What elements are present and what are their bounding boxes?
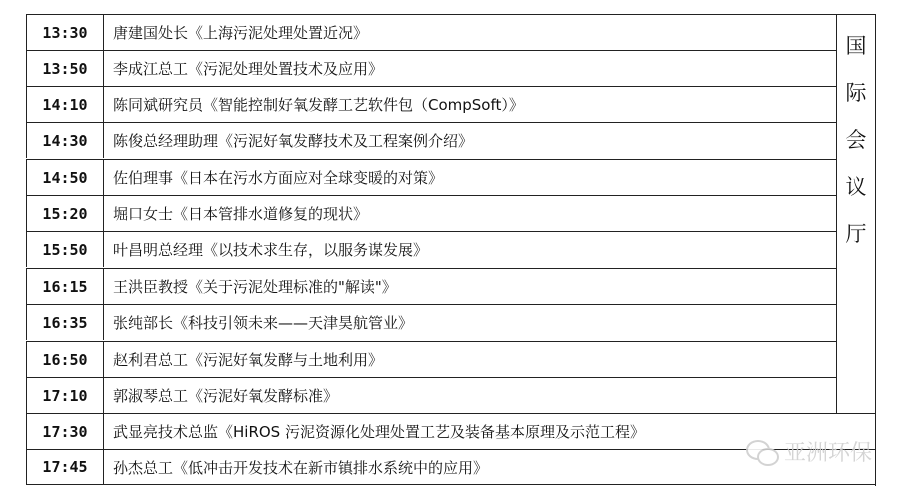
venue-label-column <box>836 14 876 413</box>
topic-cell: 佐伯理事《日本在污水方面应对全球变暖的对策》 <box>113 169 444 187</box>
venue-char: 际 <box>845 81 867 105</box>
topic-cell: 孙杰总工《低冲击开发技术在新市镇排水系统中的应用》 <box>113 458 489 477</box>
time-cell: 16:50 <box>26 342 104 377</box>
time-cell: 16:15 <box>26 269 104 304</box>
schedule-row <box>26 122 836 158</box>
watermark-text: 亚洲环保 <box>783 441 872 466</box>
time-cell: 14:10 <box>26 87 104 122</box>
schedule-row <box>26 86 836 122</box>
time-cell: 17:10 <box>26 378 104 413</box>
topic-cell: 李成江总工《污泥处理处置技术及应用》 <box>113 60 384 78</box>
topic-cell: 武显亮技术总监《HiROS 污泥资源化处理处置工艺及装备基本原理及示范工程》 <box>113 423 645 441</box>
schedule-row <box>26 304 836 340</box>
schedule-row <box>26 159 836 195</box>
wechat-icon <box>746 440 778 464</box>
topic-cell: 张纯部长《科技引领未来——天津昊航管业》 <box>113 314 414 332</box>
table-right-border <box>875 413 876 486</box>
time-cell: 15:50 <box>26 232 104 267</box>
topic-cell: 叶昌明总经理《以技术求生存，以服务谋发展》 <box>113 241 429 259</box>
topic-cell: 郭淑琴总工《污泥好氧发酵标准》 <box>113 387 339 405</box>
schedule-row <box>26 341 836 377</box>
schedule-row <box>26 377 836 413</box>
time-cell: 16:35 <box>26 305 104 340</box>
time-cell: 14:50 <box>26 160 104 195</box>
time-cell: 17:30 <box>26 414 104 449</box>
schedule-row <box>26 195 836 231</box>
schedule-row <box>26 231 836 267</box>
venue-char: 会 <box>845 128 867 152</box>
venue-char: 国 <box>845 34 867 58</box>
time-cell: 15:20 <box>26 196 104 231</box>
venue-char: 议 <box>845 175 867 199</box>
topic-cell: 王洪臣教授《关于污泥处理标准的"解读"》 <box>113 278 397 296</box>
time-cell: 13:30 <box>26 15 104 50</box>
venue-char: 厅 <box>845 222 867 246</box>
schedule-row <box>26 14 836 50</box>
topic-cell: 陈俊总经理助理《污泥好氧发酵技术及工程案例介绍》 <box>113 132 474 150</box>
time-cell: 17:45 <box>26 450 104 484</box>
schedule-row <box>26 268 836 304</box>
topic-cell: 陈同斌研究员《智能控制好氧发酵工艺软件包（CompSoft）》 <box>113 96 524 114</box>
topic-cell: 唐建国处长《上海污泥处理处置近况》 <box>113 24 369 42</box>
time-cell: 14:30 <box>26 123 104 158</box>
time-cell: 13:50 <box>26 51 104 86</box>
schedule-row <box>26 50 836 86</box>
topic-cell: 堀口女士《日本管排水道修复的现状》 <box>113 205 369 223</box>
watermark <box>746 436 872 467</box>
topic-cell: 赵利君总工《污泥好氧发酵与土地利用》 <box>113 351 384 369</box>
